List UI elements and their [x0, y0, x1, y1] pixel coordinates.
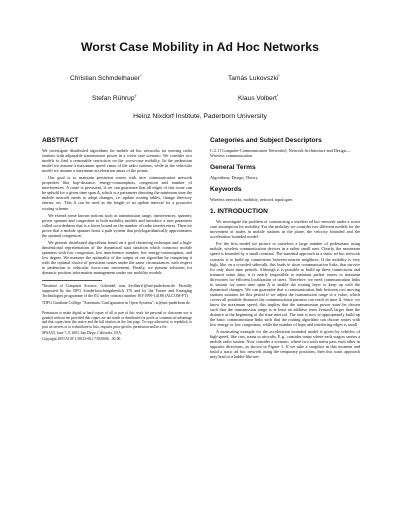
- categories-text: C.2.1 [Computer-Communication Networks]: Network Architecture and Design—Wireless communication: [210, 148, 351, 159]
- introduction-heading: 1. INTRODUCTION: [210, 208, 268, 216]
- permission-text: Permission to make digital or hard copies of all or part of this work for personal or classroom use is granted without fee provided that copies are not made or distributed for profit or commercial advantage and that copies bear this notice and the full citation on the first page. To copy otherwise, to republish, to post on servers or to redistribute to lists, requires prior specific permission and/or a fee.: [42, 311, 192, 329]
- paper-title: Worst Case Mobility in Ad Hoc Networks: [80, 40, 320, 54]
- footnote-rule: [42, 280, 102, 281]
- conference-line: SPAA'03, June 7–9, 2003, San Diego, California, USA.: [42, 330, 122, 335]
- permission-notice: [42, 311, 192, 341]
- footnote: †DFG Graduate College "Automatic Configuration in Open Systems", sr@uni-paderborn.de.: [42, 299, 191, 305]
- author-2: Tamás Lukovszki*: [228, 73, 280, 83]
- abstract-paragraph: We extend some known notions such as transmission range, interferences, spanner, power spanner and congestion to both mobility models and introduce a new parameter called crowdedness that is a lower bound on the number of radio interferences. Then we prove that a mobile spanner hosts a path system that polylogarithmically approximates the optimal congestion.: [42, 212, 192, 238]
- categories-heading: Categories and Subject Descriptors: [210, 137, 322, 144]
- copyright-line: Copyright 2003 ACM 1-58113-661-7/03/0006 ...$5.00.: [42, 337, 122, 342]
- intro-paragraph: A motivating example for the acceleration bounded model is given by vehicles of high speed, like cars, trains or aircrafts. E.g., consider trains where each wagon carries a mobile radio station. Now consider a scenario, where two such trains pass each other in opposite directions, as shown in Figure 1. If we take a snapshot in this moment and build a static ad hoc network using the temporary positions, then this static approach may lead to a ladder-like net-: [210, 329, 360, 360]
- author-4: Klaus Volbert*: [238, 93, 279, 103]
- terms-heading: General Terms: [210, 164, 256, 172]
- keywords-text: Wireless networks, mobility, network topologies: [210, 197, 293, 203]
- terms-text: Algorithms, Design, Theory: [210, 175, 258, 181]
- intro-paragraph: For the first model we picture to ourselves a large number of pedestrians using mobile, wireless communication devices in a rather small area. Clearly, the maximum speed is bounded by a small constant. The standard approach in a static ad hoc network scenario is to build up connections between nearest neighbors. If the mobility is very high, like on a crowded sidewalk, this leads to short communication links, that survive for only short time periods. Although it is possible to build up these connections and transmit some data, it is nearly impossible to maintain packet routes or maintain directories for efficient localization of users. Therefore, we need communication links to sustain for some time span Δ to enable the routing layer to keep up with the dynamical changes. We can guarantee that a communication link between two moving stations sustains for this period if we adjust the transmission range to a value, which covers all possible distances the communication partners can reach in time Δ. Since, we know the maximum speed, this implies that the transmission power must be chosen such that the transmission range is at least an additive term 2vmaxΔ larger than the distance at the beginning of the time interval. The task is now to appropriately build up the basic communication links such that the routing algorithm can choose routes with low energy or low congestion, while the number of hops and interfering edges is small.: [210, 241, 360, 328]
- author-3: Stefan Rührup†: [92, 93, 137, 103]
- abstract-paragraph: We investigate distributed algorithms for mobile ad hoc networks for moving radio stations with adjustable transmission power in a worst case scenario. We consider two models to find a reasonable restriction on the worst-case mobility. In the pedestrian model we assume a maximum speed vmax of the radio stations, while in the vehicular model we assume a maximum acceleration amax of the points.: [42, 148, 192, 174]
- footnote: *Institute of Computer Science, {schindel, tam, kvolbert}@uni-paderborn.de. Partially supported by the DFG Sonderforschungsbereich 376 and by the Future and Emerging Technologies programme of the EU under contract number IST-1999-14186 (ALCOM-FT).: [42, 283, 192, 298]
- intro-paragraph: We investigate the problem of constructing a wireless ad hoc network under a worst case assumption for mobility. For the mobility we consider two different models for the movement of nodes in mobile stations in the plane, the velocity bounded and the acceleration bounded model.: [210, 219, 360, 240]
- author-1: Christian Schindelhauer*: [70, 73, 142, 83]
- affiliation: Heinz Nixdorf Institute, Paderborn University: [133, 113, 267, 120]
- abstract-heading: ABSTRACT: [42, 137, 79, 144]
- keywords-heading: Keywords: [210, 186, 242, 194]
- right-column: [210, 137, 360, 361]
- footnotes: [42, 284, 192, 305]
- left-column: [42, 137, 192, 344]
- abstract-paragraph: Our goal is to maintain persistent routes with nice communication network properties like hop-distance, energy-consumption, congestion and number of interferences. A route is persistent, if we can guarantee that all edges of this route can be uphold for a given time span Δ, which is a parameter denoting the minimum time the mobile network needs to adopt changes, i.e. update routing tables, change directory entries, etc. This Δ can be used as the length of an update interval for a proactive routing scheme.: [42, 175, 192, 211]
- abstract-paragraph: We present distributed algorithms based on a grid clustering technique and a high-dimensional representation of the dynamical start situation which construct mobile spanners with low congestion, low interference number, low energy-consumption, and low degree. We measure the optimality of the output of our algorithm by comparing it with the optimal choice of persistent routes under the same circumstances with respect to pedestrian or vehicular worst-case movement. Finally, we present solutions for dynamic position information management under our mobility models.: [42, 239, 192, 276]
